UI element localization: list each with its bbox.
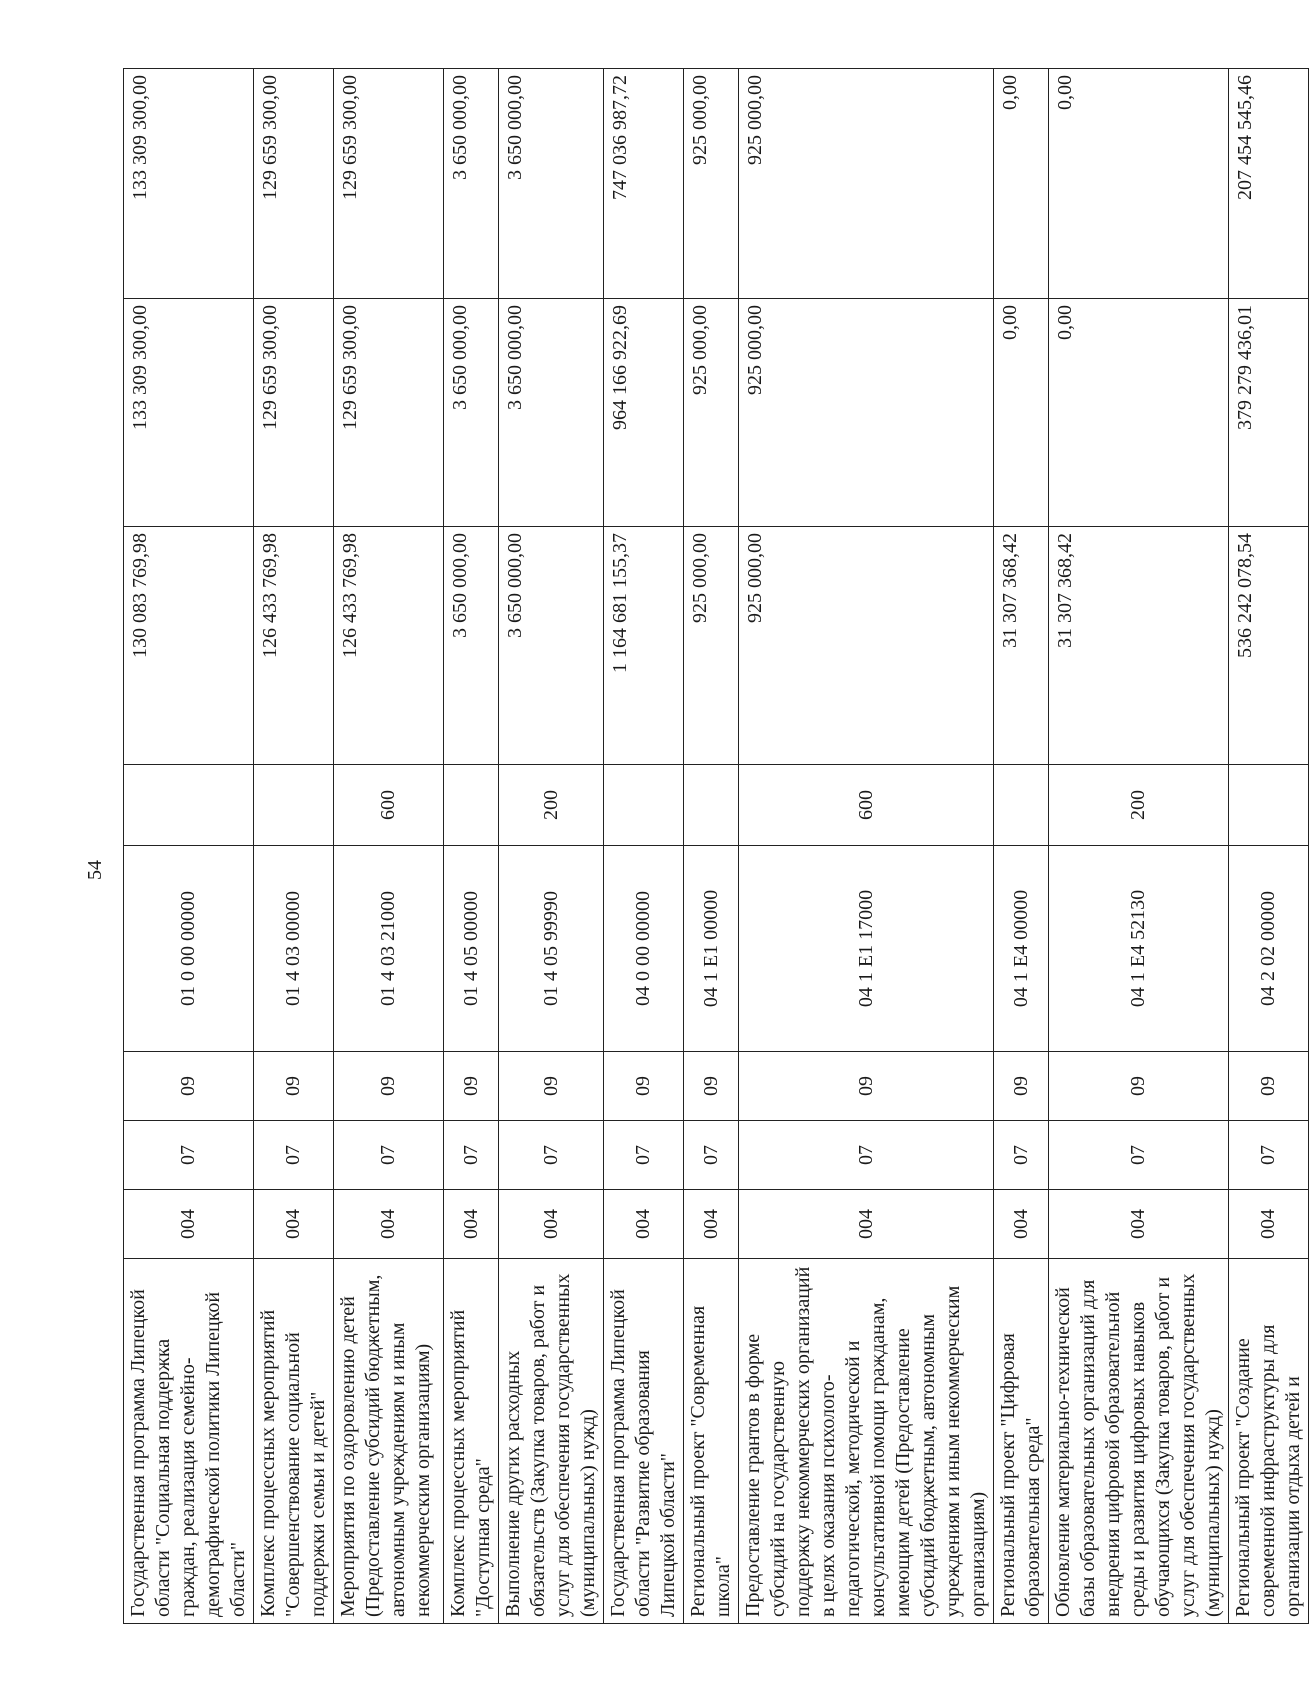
target-article-code: 01 4 05 00000 — [444, 846, 499, 1052]
row-description: Региональный проект "Создание современной инфраструктуры для организации отдыха детей и — [1229, 1259, 1309, 1624]
section-code: 07 — [1049, 1121, 1229, 1190]
target-article-code: 01 0 00 00000 — [124, 846, 254, 1052]
table-row — [254, 69, 334, 1624]
table-row — [739, 69, 994, 1624]
amount-year-2: 0,00 — [994, 299, 1049, 527]
page-number: 54 — [84, 860, 106, 880]
ministry-code: 004 — [444, 1190, 499, 1259]
amount-year-3: 129 659 300,00 — [254, 69, 334, 299]
amount-year-1: 3 650 000,00 — [444, 527, 499, 765]
ministry-code: 004 — [604, 1190, 684, 1259]
row-description: Комплекс процессных мероприятий "Доступная среда" — [444, 1259, 499, 1624]
section-code: 07 — [334, 1121, 444, 1190]
ministry-code: 004 — [334, 1190, 444, 1259]
table-row — [684, 69, 739, 1624]
subsection-code: 09 — [739, 1052, 994, 1121]
amount-year-3: 129 659 300,00 — [334, 69, 444, 299]
amount-year-1: 925 000,00 — [684, 527, 739, 765]
ministry-code: 004 — [499, 1190, 604, 1259]
table-row — [499, 69, 604, 1624]
amount-year-3: 925 000,00 — [684, 69, 739, 299]
amount-year-2: 3 650 000,00 — [499, 299, 604, 527]
amount-year-1: 31 307 368,42 — [1049, 527, 1229, 765]
amount-year-1: 536 242 078,54 — [1229, 527, 1309, 765]
amount-year-1: 3 650 000,00 — [499, 527, 604, 765]
amount-year-3: 747 036 987,72 — [604, 69, 684, 299]
subsection-code: 09 — [994, 1052, 1049, 1121]
section-code: 07 — [444, 1121, 499, 1190]
amount-year-3: 207 454 545,46 — [1229, 69, 1309, 299]
subsection-code: 09 — [124, 1052, 254, 1121]
section-code: 07 — [684, 1121, 739, 1190]
amount-year-3: 3 650 000,00 — [499, 69, 604, 299]
target-article-code: 04 1 E1 00000 — [684, 846, 739, 1052]
amount-year-1: 130 083 769,98 — [124, 527, 254, 765]
amount-year-2: 379 279 436,01 — [1229, 299, 1309, 527]
target-article-code: 04 2 02 00000 — [1229, 846, 1309, 1052]
subsection-code: 09 — [1229, 1052, 1309, 1121]
subsection-code: 09 — [684, 1052, 739, 1121]
budget-page-rotated — [123, 69, 1304, 1624]
subsection-code: 09 — [499, 1052, 604, 1121]
ministry-code: 004 — [124, 1190, 254, 1259]
amount-year-1: 126 433 769,98 — [254, 527, 334, 765]
row-description: Государственная программа Липецкой области "Развитие образования Липецкой области" — [604, 1259, 684, 1624]
ministry-code: 004 — [684, 1190, 739, 1259]
target-article-code: 04 1 E4 52130 — [1049, 846, 1229, 1052]
ministry-code: 004 — [1229, 1190, 1309, 1259]
amount-year-3: 925 000,00 — [739, 69, 994, 299]
row-description: Комплекс процессных мероприятий "Совершенствование социальной поддержки семьи и детей" — [254, 1259, 334, 1624]
amount-year-2: 964 166 922,69 — [604, 299, 684, 527]
amount-year-1: 126 433 769,98 — [334, 527, 444, 765]
target-article-code: 01 4 03 21000 — [334, 846, 444, 1052]
amount-year-2: 129 659 300,00 — [334, 299, 444, 527]
expense-type-code — [1229, 765, 1309, 846]
expense-type-code — [444, 765, 499, 846]
amount-year-2: 925 000,00 — [739, 299, 994, 527]
expense-type-code: 600 — [739, 765, 994, 846]
amount-year-2: 0,00 — [1049, 299, 1229, 527]
expense-type-code — [604, 765, 684, 846]
expense-type-code — [994, 765, 1049, 846]
amount-year-3: 3 650 000,00 — [444, 69, 499, 299]
subsection-code: 09 — [1049, 1052, 1229, 1121]
target-article-code: 01 4 05 99990 — [499, 846, 604, 1052]
table-row — [444, 69, 499, 1624]
budget-table — [123, 68, 1309, 1624]
table-row — [994, 69, 1049, 1624]
target-article-code: 04 1 E4 00000 — [994, 846, 1049, 1052]
amount-year-2: 3 650 000,00 — [444, 299, 499, 527]
amount-year-1: 1 164 681 155,37 — [604, 527, 684, 765]
target-article-code: 01 4 03 00000 — [254, 846, 334, 1052]
table-row — [124, 69, 254, 1624]
amount-year-1: 925 000,00 — [739, 527, 994, 765]
section-code: 07 — [1229, 1121, 1309, 1190]
expense-type-code: 200 — [1049, 765, 1229, 846]
row-description: Выполнение других расходных обязательств (Закупка товаров, работ и услуг для обеспечения государственных (муниципальных) нужд) — [499, 1259, 604, 1624]
row-description: Государственная программа Липецкой области "Социальная поддержка граждан, реализация семейно-демографической политики Липецкой области" — [124, 1259, 254, 1624]
row-description: Обновление материально-технической базы образовательных организаций для внедрения цифровой образовательной среды и развития цифровых навыков обучающихся (Закупка товаров, работ и услуг для обеспечения государственных (муниципальных) нужд) — [1049, 1259, 1229, 1624]
ministry-code: 004 — [254, 1190, 334, 1259]
table-row — [604, 69, 684, 1624]
expense-type-code — [684, 765, 739, 846]
section-code: 07 — [739, 1121, 994, 1190]
table-row — [1049, 69, 1229, 1624]
row-description: Мероприятия по оздоровлению детей (Предоставление субсидий бюджетным, автономным учреждениям и иным некоммерческим организациям) — [334, 1259, 444, 1624]
expense-type-code: 200 — [499, 765, 604, 846]
ministry-code: 004 — [1049, 1190, 1229, 1259]
expense-type-code — [124, 765, 254, 846]
ministry-code: 004 — [739, 1190, 994, 1259]
section-code: 07 — [604, 1121, 684, 1190]
table-row — [1229, 69, 1309, 1624]
subsection-code: 09 — [604, 1052, 684, 1121]
section-code: 07 — [124, 1121, 254, 1190]
table-row — [334, 69, 444, 1624]
amount-year-3: 0,00 — [994, 69, 1049, 299]
subsection-code: 09 — [444, 1052, 499, 1121]
row-description: Региональный проект "Цифровая образовательная среда" — [994, 1259, 1049, 1624]
section-code: 07 — [254, 1121, 334, 1190]
amount-year-3: 0,00 — [1049, 69, 1229, 299]
row-description: Предоставление грантов в форме субсидий на государственную поддержку некоммерческих организаций в целях оказания психолого-педагогической, методической и консультативной помощи гражданам, имеющим детей (Предоставление субсидий бюджетным, автономным учреждениям и иным некоммерческим организациям) — [739, 1259, 994, 1624]
subsection-code: 09 — [334, 1052, 444, 1121]
row-description: Региональный проект "Современная школа" — [684, 1259, 739, 1624]
section-code: 07 — [994, 1121, 1049, 1190]
subsection-code: 09 — [254, 1052, 334, 1121]
amount-year-2: 925 000,00 — [684, 299, 739, 527]
amount-year-1: 31 307 368,42 — [994, 527, 1049, 765]
amount-year-3: 133 309 300,00 — [124, 69, 254, 299]
amount-year-2: 133 309 300,00 — [124, 299, 254, 527]
ministry-code: 004 — [994, 1190, 1049, 1259]
expense-type-code — [254, 765, 334, 846]
target-article-code: 04 0 00 00000 — [604, 846, 684, 1052]
expense-type-code: 600 — [334, 765, 444, 846]
section-code: 07 — [499, 1121, 604, 1190]
target-article-code: 04 1 E1 17000 — [739, 846, 994, 1052]
budget-table-body — [124, 69, 1309, 1624]
amount-year-2: 129 659 300,00 — [254, 299, 334, 527]
